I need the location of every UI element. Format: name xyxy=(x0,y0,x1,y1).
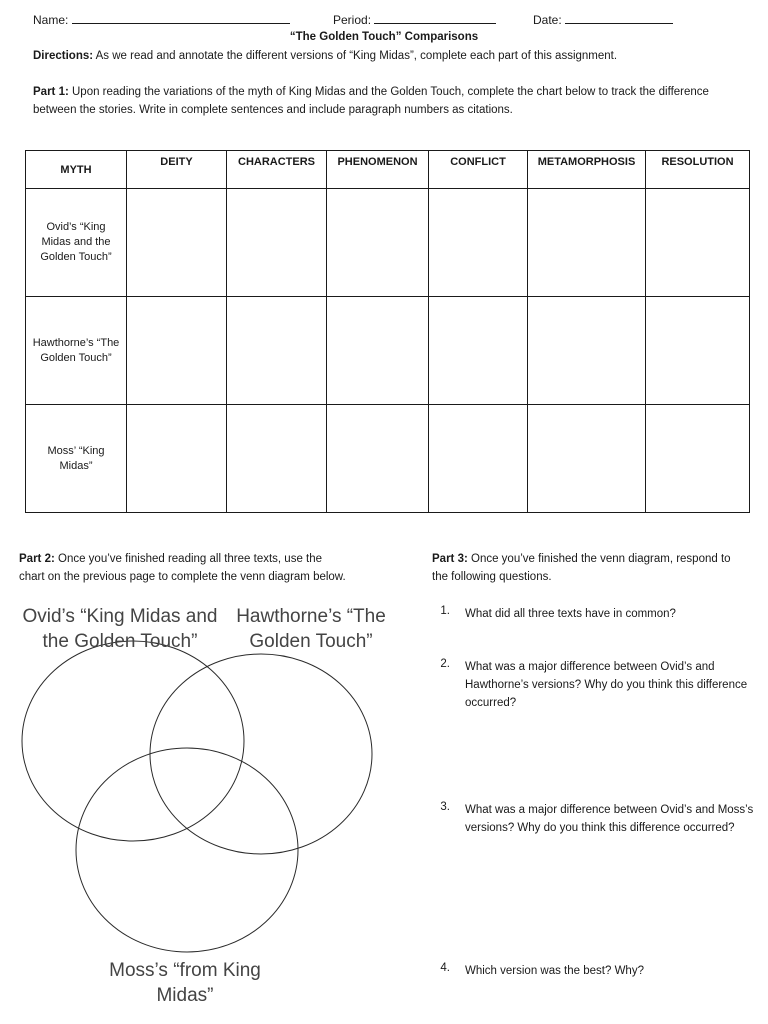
question-text: What did all three texts have in common? xyxy=(465,608,676,620)
row-label-hawthorne xyxy=(26,297,127,405)
table-cell[interactable] xyxy=(646,297,750,405)
table-cell[interactable] xyxy=(646,405,750,513)
table-row xyxy=(26,405,750,513)
venn-label-moss: Moss’s “from King Midas” xyxy=(109,960,261,1006)
question-number: 1. xyxy=(440,605,450,617)
col-header-phenomenon: PHENOMENON xyxy=(327,151,429,189)
venn-label-ovid: Ovid’s “King Midas and the Golden Touch” xyxy=(22,606,218,652)
table-cell[interactable] xyxy=(127,405,227,513)
period-field[interactable] xyxy=(333,12,496,27)
col-header-conflict: CONFLICT xyxy=(429,151,528,189)
table-cell[interactable] xyxy=(528,405,646,513)
part3-text: Once you’ve finished the venn diagram, respond to the following questions. xyxy=(432,553,731,583)
comparison-table xyxy=(25,150,750,513)
row-label-text: Moss’ “King Midas” xyxy=(47,444,105,472)
row-label-ovid xyxy=(26,189,127,297)
date-blank[interactable] xyxy=(565,12,673,24)
period-label: Period: xyxy=(333,13,372,27)
col-header-metamorphosis: METAMORPHOSIS xyxy=(528,151,646,189)
table-cell[interactable] xyxy=(327,297,429,405)
table-cell[interactable] xyxy=(528,189,646,297)
question-number: 4. xyxy=(440,962,450,974)
table-cell[interactable] xyxy=(227,405,327,513)
row-label-text: Hawthorne’s “The Golden Touch” xyxy=(32,336,120,364)
directions xyxy=(33,47,743,65)
table-cell[interactable] xyxy=(227,189,327,297)
question-number: 2. xyxy=(440,658,450,670)
col-header-characters: CHARACTERS xyxy=(227,151,327,189)
table-cell[interactable] xyxy=(127,297,227,405)
part3-label: Part 3: xyxy=(432,553,468,565)
table-row xyxy=(26,189,750,297)
part3-instructions xyxy=(432,550,742,586)
table-cell[interactable] xyxy=(646,189,750,297)
part1-label: Part 1: xyxy=(33,86,69,98)
period-blank[interactable] xyxy=(374,12,496,24)
venn-circle-hawthorne[interactable] xyxy=(150,654,372,854)
table-row xyxy=(26,297,750,405)
table-cell[interactable] xyxy=(227,297,327,405)
part1-text: Upon reading the variations of the myth of King Midas and the Golden Touch, complete the chart below to track the difference between the stories. Write in complete sentences and include paragraph numbers as citations. xyxy=(33,86,709,116)
venn-circle-ovid[interactable] xyxy=(22,641,244,841)
table-cell[interactable] xyxy=(429,297,528,405)
question-text: What was a major difference between Ovid’s and Moss’s versions? Why do you think this difference occurred? xyxy=(465,804,754,834)
row-label-moss xyxy=(26,405,127,513)
venn-label-hawthorne: Hawthorne’s “The Golden Touch” xyxy=(236,606,386,652)
question-number: 3. xyxy=(440,801,450,813)
name-blank[interactable] xyxy=(72,12,290,24)
directions-label: Directions: xyxy=(33,50,94,62)
table-header-row xyxy=(26,151,750,189)
page-title: “The Golden Touch” Comparisons xyxy=(289,31,479,43)
part1-instructions xyxy=(33,83,738,119)
row-label-text: Ovid’s “King Midas and the Golden Touch” xyxy=(40,221,112,263)
name-label: Name: xyxy=(33,13,69,27)
col-header-myth: MYTH xyxy=(26,151,127,189)
date-label: Date: xyxy=(533,13,562,27)
col-header-deity: DEITY xyxy=(127,151,227,189)
question-text: Which version was the best? Why? xyxy=(465,965,644,977)
table-cell[interactable] xyxy=(528,297,646,405)
table-cell[interactable] xyxy=(327,405,429,513)
directions-text: As we read and annotate the different versions of “King Midas”, complete each part of this assignment. xyxy=(95,50,618,62)
venn-circle-moss[interactable] xyxy=(76,748,298,952)
question-text: What was a major difference between Ovid’s and Hawthorne’s versions? Why do you think this difference occurred? xyxy=(465,661,748,709)
part2-text: Once you’ve finished reading all three texts, use the chart on the previous page to complete the venn diagram below. xyxy=(19,553,346,583)
name-field[interactable] xyxy=(33,12,290,27)
table-cell[interactable] xyxy=(127,189,227,297)
table-cell[interactable] xyxy=(429,405,528,513)
table-cell[interactable] xyxy=(327,189,429,297)
part2-instructions xyxy=(19,550,349,586)
date-field[interactable] xyxy=(533,12,673,27)
part2-label: Part 2: xyxy=(19,553,55,565)
table-cell[interactable] xyxy=(429,189,528,297)
col-header-resolution: RESOLUTION xyxy=(646,151,750,189)
